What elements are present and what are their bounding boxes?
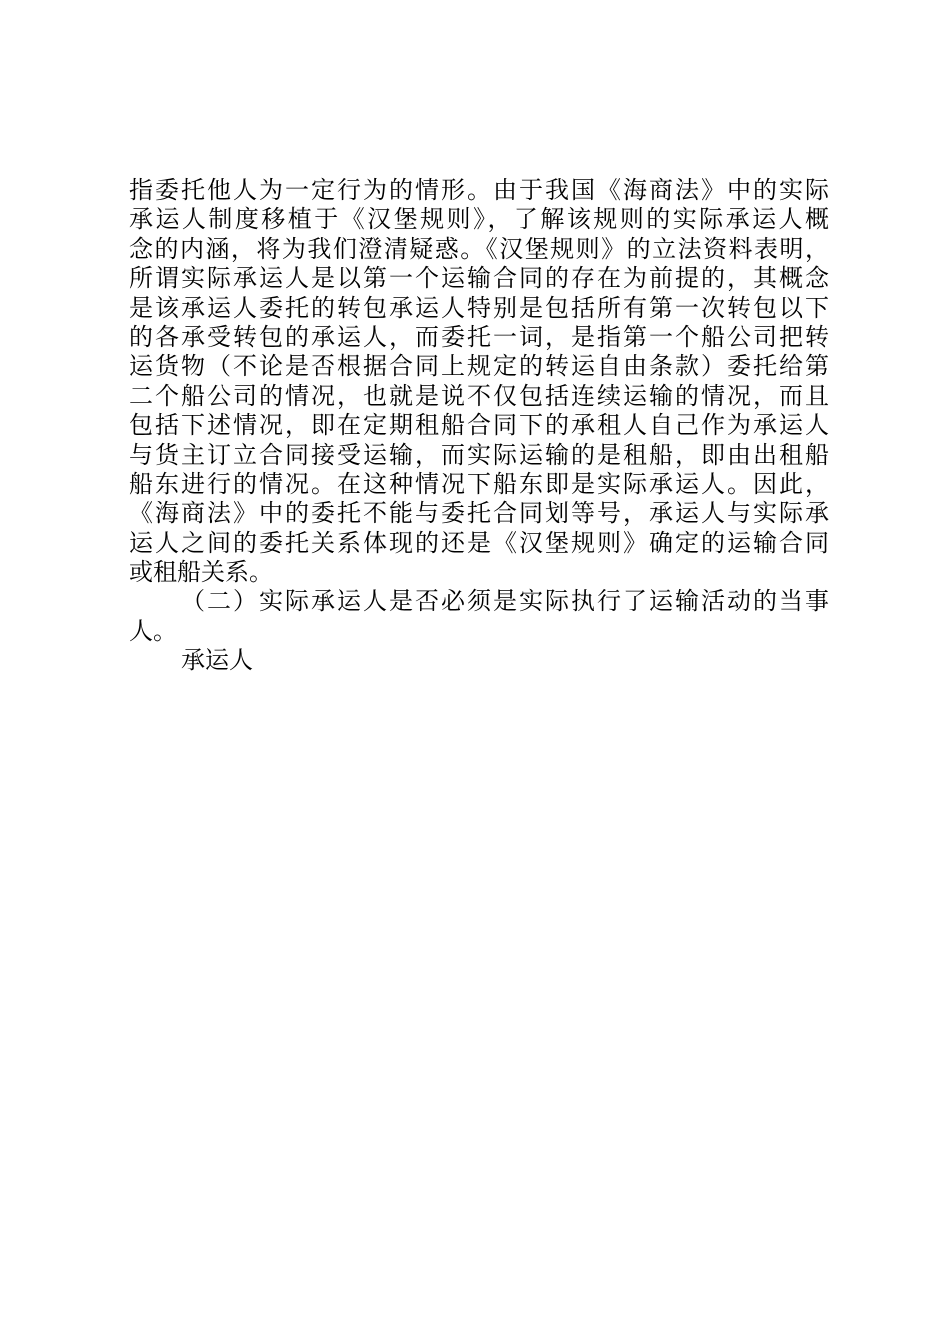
text-line: 指委托他人为一定行为的情形。由于我国《海商法》中的实际 [129, 176, 829, 204]
trailing-paragraph [129, 646, 829, 675]
text-line: 运货物（不论是否根据合同上规定的转运自由条款）委托给第 [129, 352, 829, 381]
text-line: 运人之间的委托关系体现的还是《汉堡规则》确定的运输合同 [129, 528, 829, 557]
text-line: 是该承运人委托的转包承运人特别是包括所有第一次转包以下 [129, 293, 829, 322]
text-line: 与货主订立合同接受运输，而实际运输的是租船，即由出租船 [129, 440, 829, 469]
section-heading [129, 587, 829, 646]
text-line: 或租船关系。 [129, 558, 273, 587]
text-line: 念的内涵，将为我们澄清疑惑。《汉堡规则》的立法资料表明， [129, 234, 829, 263]
text-line: 承运人制度移植于《汉堡规则》，了解该规则的实际承运人概 [129, 205, 829, 234]
section-heading-line: 人。 [129, 616, 177, 645]
document-body [129, 176, 829, 676]
section-heading-line: （二）实际承运人是否必须是实际执行了运输活动的当事 [181, 587, 829, 616]
text-line: 《海商法》中的委托不能与委托合同划等号，承运人与实际承 [129, 499, 829, 528]
text-line: 所谓实际承运人是以第一个运输合同的存在为前提的，其概念 [129, 264, 829, 293]
text-line: 二个船公司的情况，也就是说不仅包括连续运输的情况，而且 [129, 381, 829, 410]
text-line: 的各承受转包的承运人，而委托一词，是指第一个船公司把转 [129, 322, 829, 351]
text-line: 船东进行的情况。在这种情况下船东即是实际承运人。因此， [129, 469, 829, 498]
trailing-text: 承运人 [181, 646, 253, 675]
text-line: 包括下述情况，即在定期租船合同下的承租人自己作为承运人 [129, 411, 829, 440]
paragraph-1 [129, 176, 829, 587]
